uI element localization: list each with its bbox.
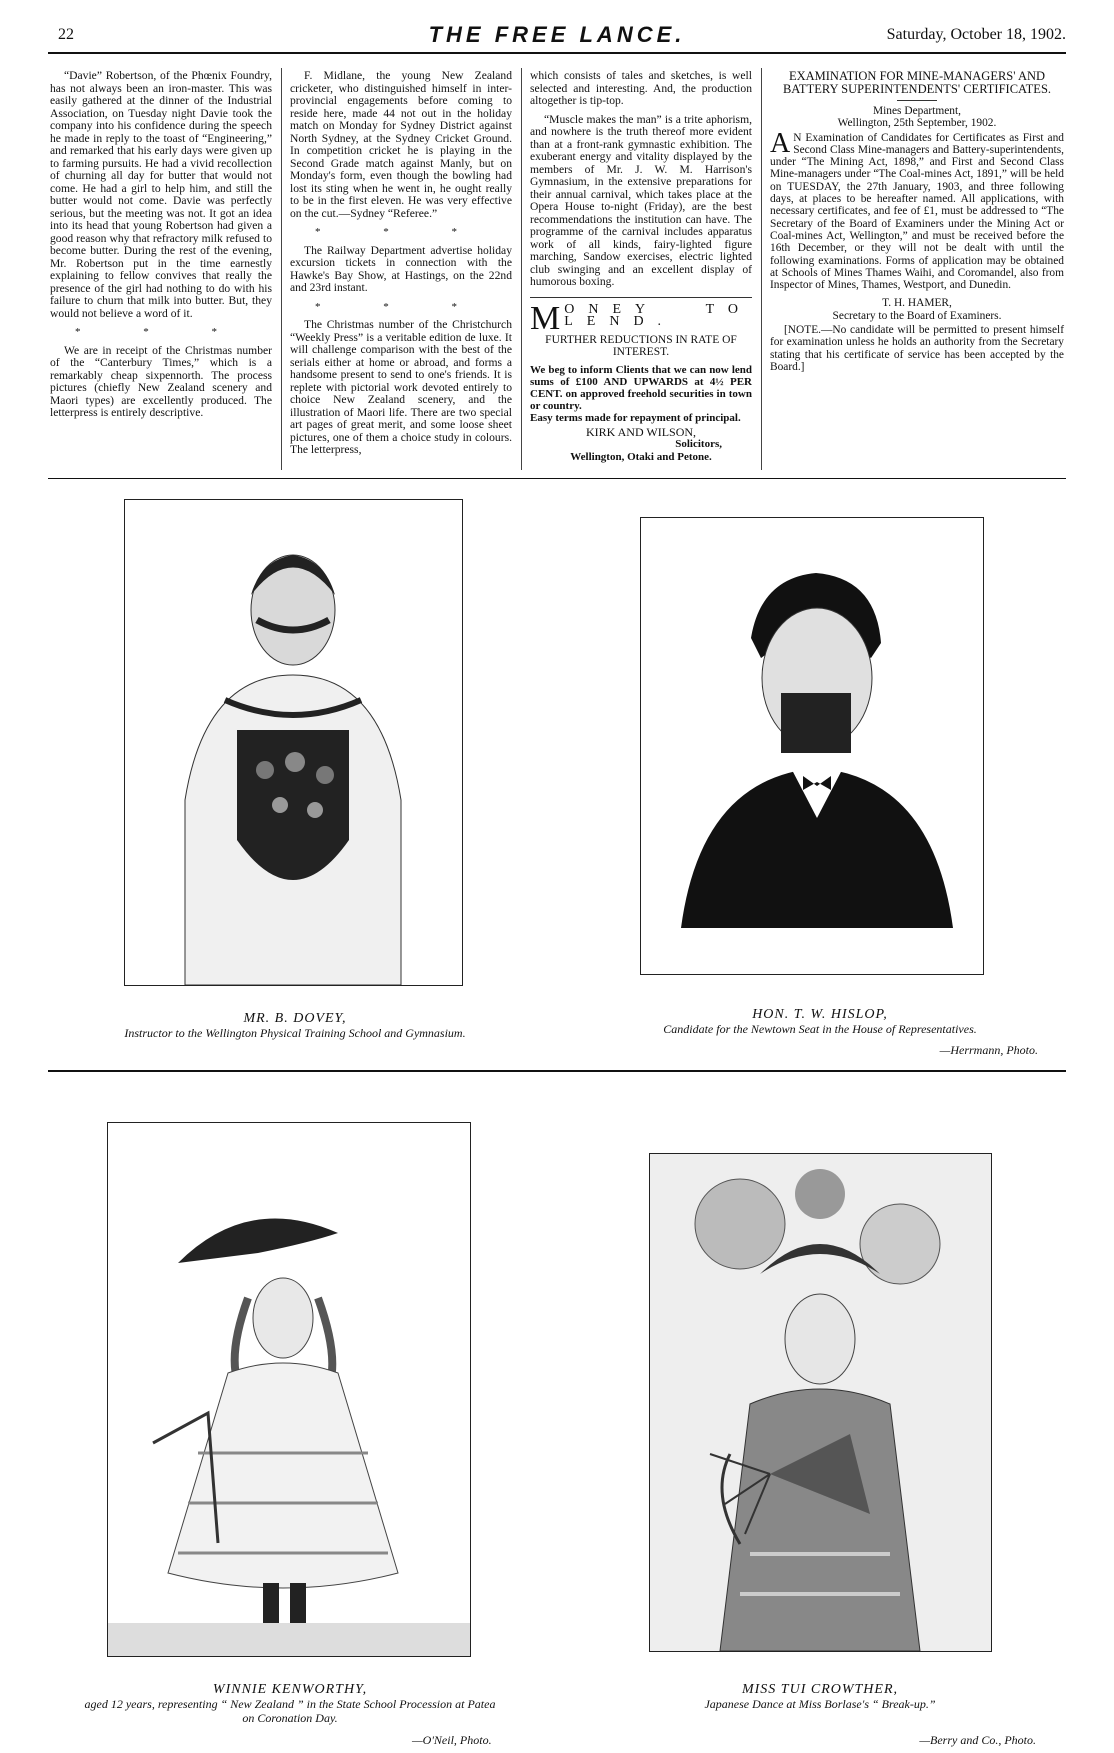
column-2 <box>290 70 512 463</box>
caption-dovey <box>60 1012 530 1040</box>
exam-body-text: N Examination of Candidates for Certificates as First and Second Class Mine-managers and Battery-superintendents, under “The Mining Act, 1898,” and First and Second Class Mine-managers under “The Coal-mines Act, 1891,” will be held on TUESDAY, the 27th January, 1903, and three following days, at places to be hereafter named. All applications, with necessary certificates, and fee of £1, must be addressed to “The Secretary of the Board of Examiners under the Mining Act or Coal-mines Act, Wellington,” and must be received before the 16th December, or they will not be dealt with until the following examinations. Forms of application may be obtained at Schools of Mines Thames Waihi, and Coromandel, also from Inspector of Mines, Thames, Westport, and Dunedin. <box>770 131 1064 292</box>
caption-name: WINNIE KENWORTHY, <box>212 1682 368 1697</box>
article-robertson: “Davie” Robertson, of the Phœnix Foundry, has not always been an iron-master. This was easily gathered at the dinner of the Industrial Association, on Tuesday night Davie took the company into his confidence during the speech he made in reply to the toast of “Engineering,” and remarked that his early days were given up to farming pursuits. He had a vivid recollection of churning all day for butter that would not come. He had a girl to help him, and still the butter would not come. Davie was perfectly serious, but the meeting was not. It got an idea into its head that young Robertson had given a good reason why that refractory milk refused to become butter. During the rest of the evening, Mr. Robertson put in the time earnestly explaining to fellow convives that really the presence of the girl had nothing to do with his failure to churn that milk into butter. But, they would not believe a word of it. <box>50 69 272 320</box>
photo-dovey <box>124 499 463 986</box>
photo-hislop <box>640 517 984 975</box>
exam-body <box>770 127 1064 292</box>
ad-drop-cap: M <box>530 299 561 337</box>
ad-title <box>530 299 752 337</box>
ad-terms: Easy terms made for repayment of principal. <box>530 411 741 424</box>
issue-date: Saturday, October 18, 1902. <box>886 26 1066 43</box>
section-rule <box>48 1070 1066 1072</box>
photo-kenworthy <box>107 1122 471 1657</box>
caption-description: Japanese Dance at Miss Borlase's “ Break-up.” <box>704 1697 936 1711</box>
column-3 <box>530 70 752 463</box>
caption-description: aged 12 years, representing “ New Zealand ” in the State School Procession at Patea on Coronation Day. <box>84 1697 496 1725</box>
portrait-kenworthy-image <box>108 1123 470 1656</box>
ad-rule <box>530 297 752 298</box>
caption-name: MISS TUI CROWTHER, <box>741 1682 899 1697</box>
column-divider <box>761 68 762 470</box>
ad-subtitle: FURTHER REDUCTIONS IN RATE OF INTEREST. <box>545 333 737 358</box>
photo-credit-crowther: —Berry and Co., Photo. <box>919 1733 1036 1747</box>
header-rule <box>48 52 1066 54</box>
column-4 <box>770 70 1064 379</box>
exam-note: [NOTE.—No candidate will be permitted to present himself for examination unless he holds an authority from the Secretary stating that his certificate of service has been accepted by the Board.] <box>770 324 1064 373</box>
article-gymnasium: “Muscle makes the man” is a trite aphorism, and nowhere is the truth thereof more evident than at a front-rank gymnastic exhibition. The exuberant energy and vitality displayed by the members of Mr. J. W. M. Harrison's Gymnasium, in the extensive preparations for their annual carnival, which takes place at the Opera House to-night (Friday), are the best recommendations the institution can have. The programme of the carnival includes apparatus work of all kinds, fairy-lighted figure marching, Sandow exercises, electric lighted club swinging and an excellent display of humorous boxing. <box>530 112 752 288</box>
article-midlane: F. Midlane, the young New Zealand cricketer, who distinguished himself in inter-provincial engagements before coming to reside here, made 44 not out in the holiday match on Monday for Sydney District against North Sydney, at the Sydney Cricket Ground. In competition cricket he is playing in the Second Grade match against Manly, but on Monday's form, even though the bowling had lost its sting when he went in, he ought really to be in the first eleven. He was very effective on the cut.—Sydney “Referee.” <box>290 69 512 220</box>
portrait-crowther-image <box>650 1154 991 1651</box>
ad-firm: KIRK AND WILSON, <box>585 424 697 439</box>
photo-crowther <box>649 1153 992 1652</box>
exam-dateline: Wellington, 25th September, 1902. <box>837 117 997 130</box>
column-divider <box>521 68 522 470</box>
article-weekly-press: The Christmas number of the Christchurch “Weekly Press” is a veritable edition de luxe. It will challenge comparison with the best of the serials either at home or abroad, and forms a handsome present to send to one's friends. It is replete with pictorial work devoted entirely to choice New Zealand scenery, and the illustration of Maori life. There are two special art pages of great merit, and some loose sheet pictures, one of them a choice study in colours. The letterpress, <box>290 318 512 456</box>
ad-title-text: ONEY TO LEND. <box>564 301 752 329</box>
ad-places: Wellington, Otaki and Petone. <box>570 450 712 463</box>
caption-name: HON. T. W. HISLOP, <box>752 1007 888 1022</box>
title-rule <box>897 100 937 101</box>
caption-description: Instructor to the Wellington Physical Training School and Gymnasium. <box>124 1026 466 1040</box>
caption-crowther <box>600 1683 1040 1711</box>
money-to-lend-ad <box>530 299 752 464</box>
photo-credit-kenworthy: —O'Neil, Photo. <box>412 1733 492 1747</box>
masthead-title: THE FREE LANCE. <box>428 22 686 47</box>
photo-credit-hislop: —Herrmann, Photo. <box>939 1043 1038 1057</box>
exam-signer: T. H. HAMER, <box>882 297 952 310</box>
caption-name: MR. B. DOVEY, <box>243 1011 347 1026</box>
exam-dept: Mines Department, <box>873 105 961 117</box>
exam-notice-title: EXAMINATION FOR MINE-MANAGERS' AND BATTERY SUPERINTENDENTS' CERTIFICATES. <box>782 69 1052 96</box>
article-railway: The Railway Department advertise holiday excursion tickets in connection with the Hawke's Bay Show, at Hastings, on the 22nd and 23rd instant. <box>290 243 512 294</box>
exam-signer-title: Secretary to the Board of Examiners. <box>832 309 1002 322</box>
article-weekly-press-cont: which consists of tales and sketches, is well selected and interesting. And, the production altogether is tip-top. <box>530 69 752 107</box>
page-header <box>48 22 1066 48</box>
column-divider <box>281 68 282 470</box>
caption-description: Candidate for the Newtown Seat in the House of Representatives. <box>663 1022 977 1036</box>
exam-drop-cap: A <box>770 127 791 159</box>
section-rule <box>48 478 1066 479</box>
ad-role: Solicitors, <box>675 438 722 450</box>
column-1 <box>50 70 272 426</box>
caption-kenworthy <box>80 1683 500 1725</box>
separator-stars: * * * <box>75 326 247 338</box>
separator-stars: * * * <box>315 226 487 238</box>
separator-stars: * * * <box>315 300 487 313</box>
article-canterbury-times: We are in receipt of the Christmas number of the “Canterbury Times,” which is a remarkably cheap sixpennorth. The process pictures (chiefly New Zealand scenery and Maori types) are excellently produced. The letterpress is entirely descriptive. <box>50 343 272 419</box>
portrait-hislop-image <box>641 518 983 974</box>
portrait-dovey-image <box>125 500 462 985</box>
page-number: 22 <box>58 26 74 43</box>
ad-body: We beg to inform Clients that we can now lend sums of £100 AND UPWARDS at 4½ PER CENT. on approved freehold securities in town or country. <box>530 363 752 412</box>
caption-hislop <box>600 1008 1040 1036</box>
